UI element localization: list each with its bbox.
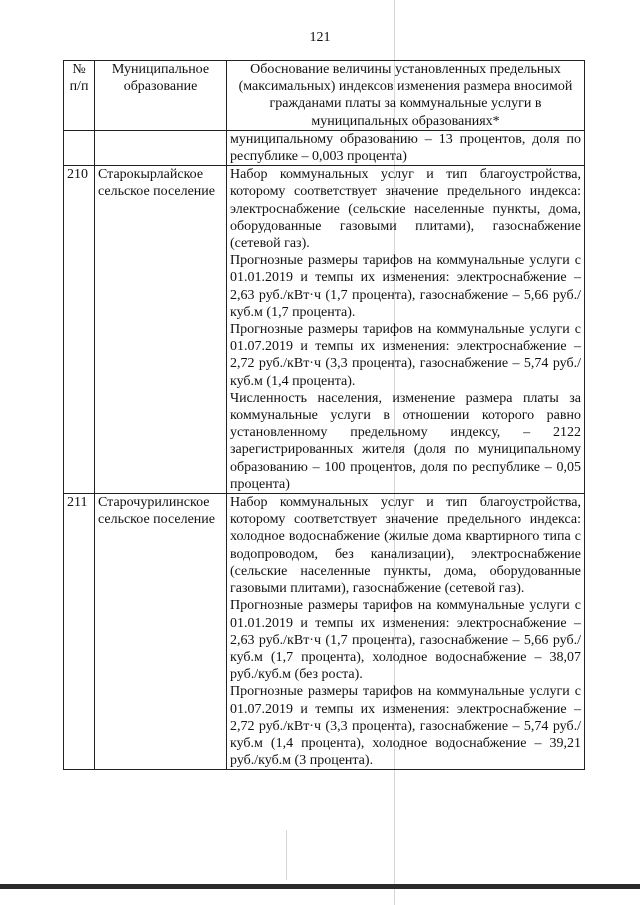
table-row xyxy=(64,494,585,770)
page-number: 121 xyxy=(309,30,331,45)
continuation-muni-cell xyxy=(95,130,227,165)
table-row xyxy=(64,166,585,494)
paragraph: Численность населения, изменение размера платы за коммунальные услуги в отношении которого равно установленному предельному индексу, – 2122 зарегистрированных жителя (доля по муниципальному образованию – 100 процентов, доля по республике – 0,05 процента) xyxy=(230,390,581,492)
continuation-num-cell xyxy=(64,130,95,165)
paragraph: Прогнозные размеры тарифов на коммунальные услуги с 01.07.2019 и темпы их изменения: электроснабжение – 2,72 руб./кВт·ч (3,3 процента), газоснабжение – 5,74 руб./куб.м (1,4 процента), холодное водоснабжение – 39,21 руб./куб.м (3 процента). xyxy=(230,684,581,769)
row-number: 211 xyxy=(64,494,95,770)
justification-cell xyxy=(227,166,585,494)
paragraph: Прогнозные размеры тарифов на коммунальные услуги с 01.01.2019 и темпы их изменения: электроснабжение – 2,63 руб./кВт·ч (1,7 процента), газоснабжение – 5,66 руб./куб.м (1,7 процента), холодное водоснабжение – 38,07 руб./куб.м (без роста). xyxy=(230,598,581,683)
municipality-name: Старокырлайское сельское поселение xyxy=(95,166,227,494)
paragraph: Прогнозные размеры тарифов на коммунальные услуги с 01.01.2019 и темпы их изменения: электроснабжение – 2,63 руб./кВт·ч (1,7 процента), газоснабжение – 5,66 руб./куб.м (1,7 процента). xyxy=(230,253,581,320)
scan-fold-line xyxy=(286,830,287,880)
paragraph: Набор коммунальных услуг и тип благоустройства, которому соответствует значение предельного индекса: электроснабжение (сельские населенные пункты, дома, оборудованные газовыми плитами), газоснабжение (сетевой газ). xyxy=(230,167,581,252)
scan-bottom-edge xyxy=(0,884,640,889)
municipality-name: Старочурилинское сельское поселение xyxy=(95,494,227,770)
header-municipality: Муниципальное образование xyxy=(95,61,227,131)
continuation-text: муниципальному образованию – 13 процентов, доля по республике – 0,003 процента) xyxy=(227,130,585,165)
paragraph: Прогнозные размеры тарифов на коммунальные услуги с 01.07.2019 и темпы их изменения: электроснабжение – 2,72 руб./кВт·ч (3,3 процента), газоснабжение – 5,74 руб./куб.м (1,4 процента). xyxy=(230,322,581,389)
table-header-row xyxy=(64,61,585,131)
header-number: № п/п xyxy=(64,61,95,131)
justification-cell xyxy=(227,494,585,770)
paragraph: Набор коммунальных услуг и тип благоустройства, которому соответствует значение предельного индекса: холодное водоснабжение (жилые дома квартирного типа с водопроводом, без канализации), электроснабжение (сельские населенные пункты, дома, оборудованные газовыми плитами), газоснабжение (сетевой газ). xyxy=(230,495,581,597)
row-number: 210 xyxy=(64,166,95,494)
tariff-justification-table xyxy=(63,60,585,770)
header-justification: Обоснование величины установленных предельных (максимальных) индексов изменения размера вносимой гражданами платы за коммунальные услуги в муниципальных образованиях* xyxy=(227,61,585,131)
continuation-row xyxy=(64,130,585,165)
